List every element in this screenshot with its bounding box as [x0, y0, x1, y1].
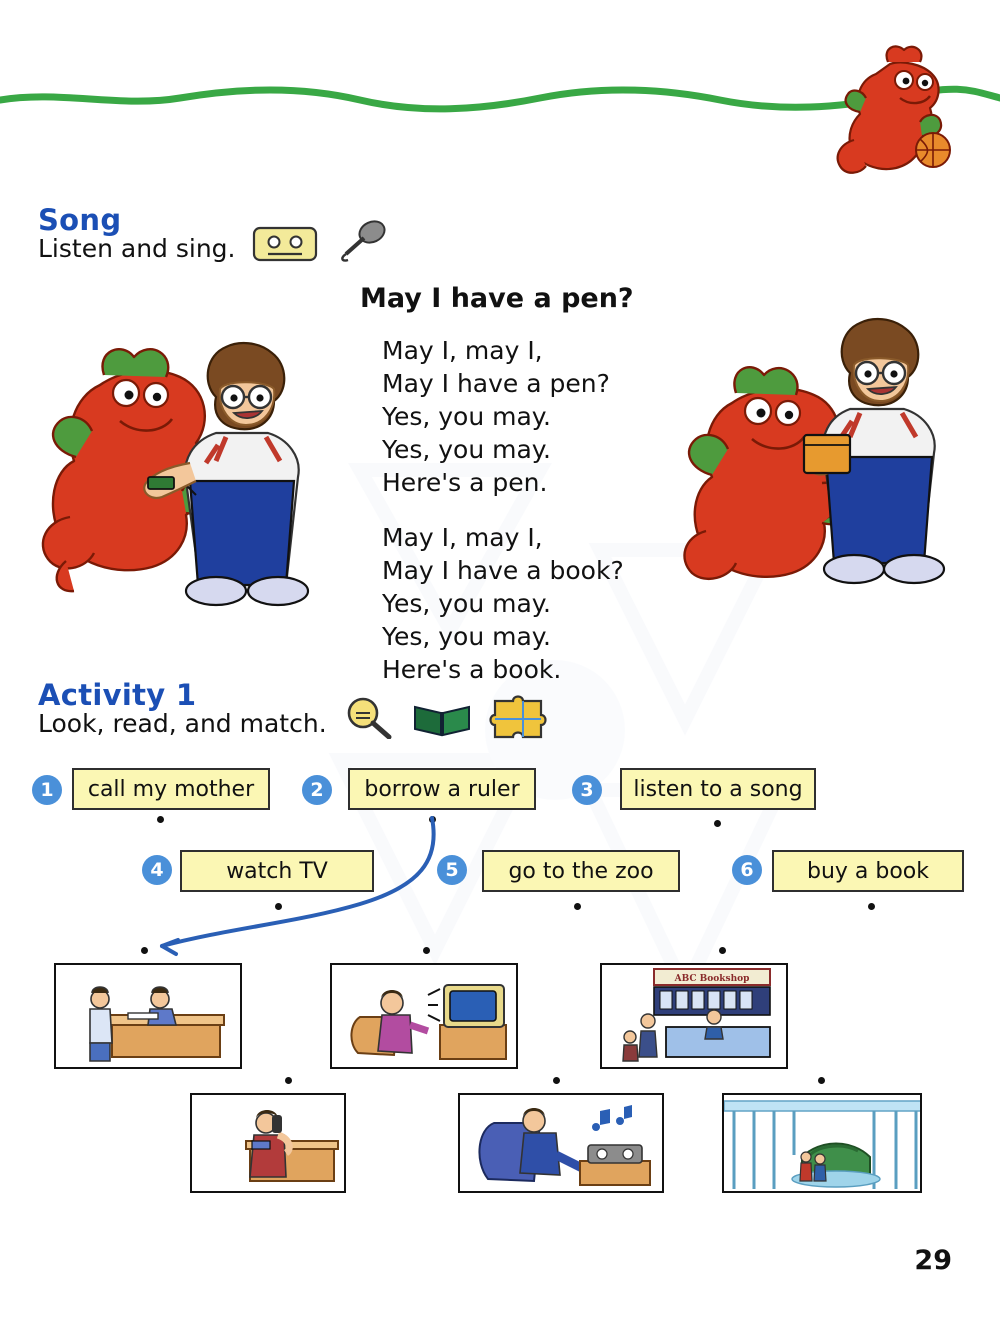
phrase-listen-to-a-song[interactable]: listen to a song: [620, 768, 816, 810]
song-name: May I have a pen?: [360, 283, 634, 314]
lyric-line: Yes, you may.: [382, 435, 551, 464]
lyric-line: Yes, you may.: [382, 589, 551, 618]
phrase-go-to-the-zoo[interactable]: go to the zoo: [482, 850, 680, 892]
lyric-line: Here's a pen.: [382, 468, 548, 497]
lyric-line: Here's a book.: [382, 655, 562, 684]
lyric-line: May I, may I,: [382, 523, 543, 552]
phrase-buy-a-book[interactable]: buy a book: [772, 850, 964, 892]
lyric-line: May I have a book?: [382, 556, 624, 585]
picture-watching-tv[interactable]: [330, 963, 518, 1069]
dinosaur-with-ball-illustration: [830, 40, 960, 185]
book-icon: [411, 699, 473, 739]
picture-listening-music[interactable]: [458, 1093, 664, 1193]
picture-phone-call[interactable]: [190, 1093, 346, 1193]
illustration-boy-gives-book: [672, 285, 962, 615]
lyric-line: Yes, you may.: [382, 622, 551, 651]
song-instruction: Listen and sing.: [38, 234, 236, 264]
item-number-1: 1: [32, 775, 62, 805]
picture-zoo[interactable]: [722, 1093, 922, 1193]
match-answer-line: [120, 800, 480, 990]
picture-classroom[interactable]: [54, 963, 242, 1069]
lyric-line: May I have a pen?: [382, 369, 610, 398]
page-number: 29: [914, 1245, 952, 1276]
picture-dot-1[interactable]: [141, 947, 148, 954]
microphone-icon: [334, 220, 392, 264]
activity-section-header: [38, 680, 638, 739]
lyrics-verse-1: [382, 334, 624, 499]
picture-dot-6[interactable]: [818, 1077, 825, 1084]
connector-dot-5[interactable]: [574, 903, 581, 910]
song-lyrics: [382, 334, 624, 686]
item-number-4: 4: [142, 855, 172, 885]
connector-dot-1[interactable]: [157, 816, 164, 823]
magnifier-icon: [343, 695, 395, 739]
picture-dot-2[interactable]: [423, 947, 430, 954]
picture-dot-5[interactable]: [553, 1077, 560, 1084]
puzzle-icon: [489, 693, 551, 739]
lyric-line: Yes, you may.: [382, 402, 551, 431]
phrase-call-my-mother[interactable]: call my mother: [72, 768, 270, 810]
phrase-watch-tv[interactable]: watch TV: [180, 850, 374, 892]
item-number-3: 3: [572, 775, 602, 805]
connector-dot-2[interactable]: [429, 816, 436, 823]
activity-title: Activity 1: [38, 678, 197, 712]
phrase-borrow-a-ruler[interactable]: borrow a ruler: [348, 768, 536, 810]
picture-bookshop[interactable]: [600, 963, 788, 1069]
picture-dot-4[interactable]: [285, 1077, 292, 1084]
svg-text:ABC Bookshop: ABC Bookshop: [674, 974, 750, 984]
item-number-2: 2: [302, 775, 332, 805]
connector-dot-4[interactable]: [275, 903, 282, 910]
song-section-header: [38, 205, 458, 264]
connector-dot-3[interactable]: [714, 820, 721, 827]
item-number-6: 6: [732, 855, 762, 885]
activity-instruction: Look, read, and match.: [38, 709, 327, 739]
connector-dot-6[interactable]: [868, 903, 875, 910]
cassette-icon: [252, 224, 318, 264]
picture-dot-3[interactable]: [719, 947, 726, 954]
item-number-5: 5: [437, 855, 467, 885]
illustration-dino-gives-pen: [30, 285, 340, 615]
song-title: Song: [38, 203, 122, 237]
lyric-line: May I, may I,: [382, 336, 543, 365]
lyrics-verse-2: [382, 521, 624, 686]
